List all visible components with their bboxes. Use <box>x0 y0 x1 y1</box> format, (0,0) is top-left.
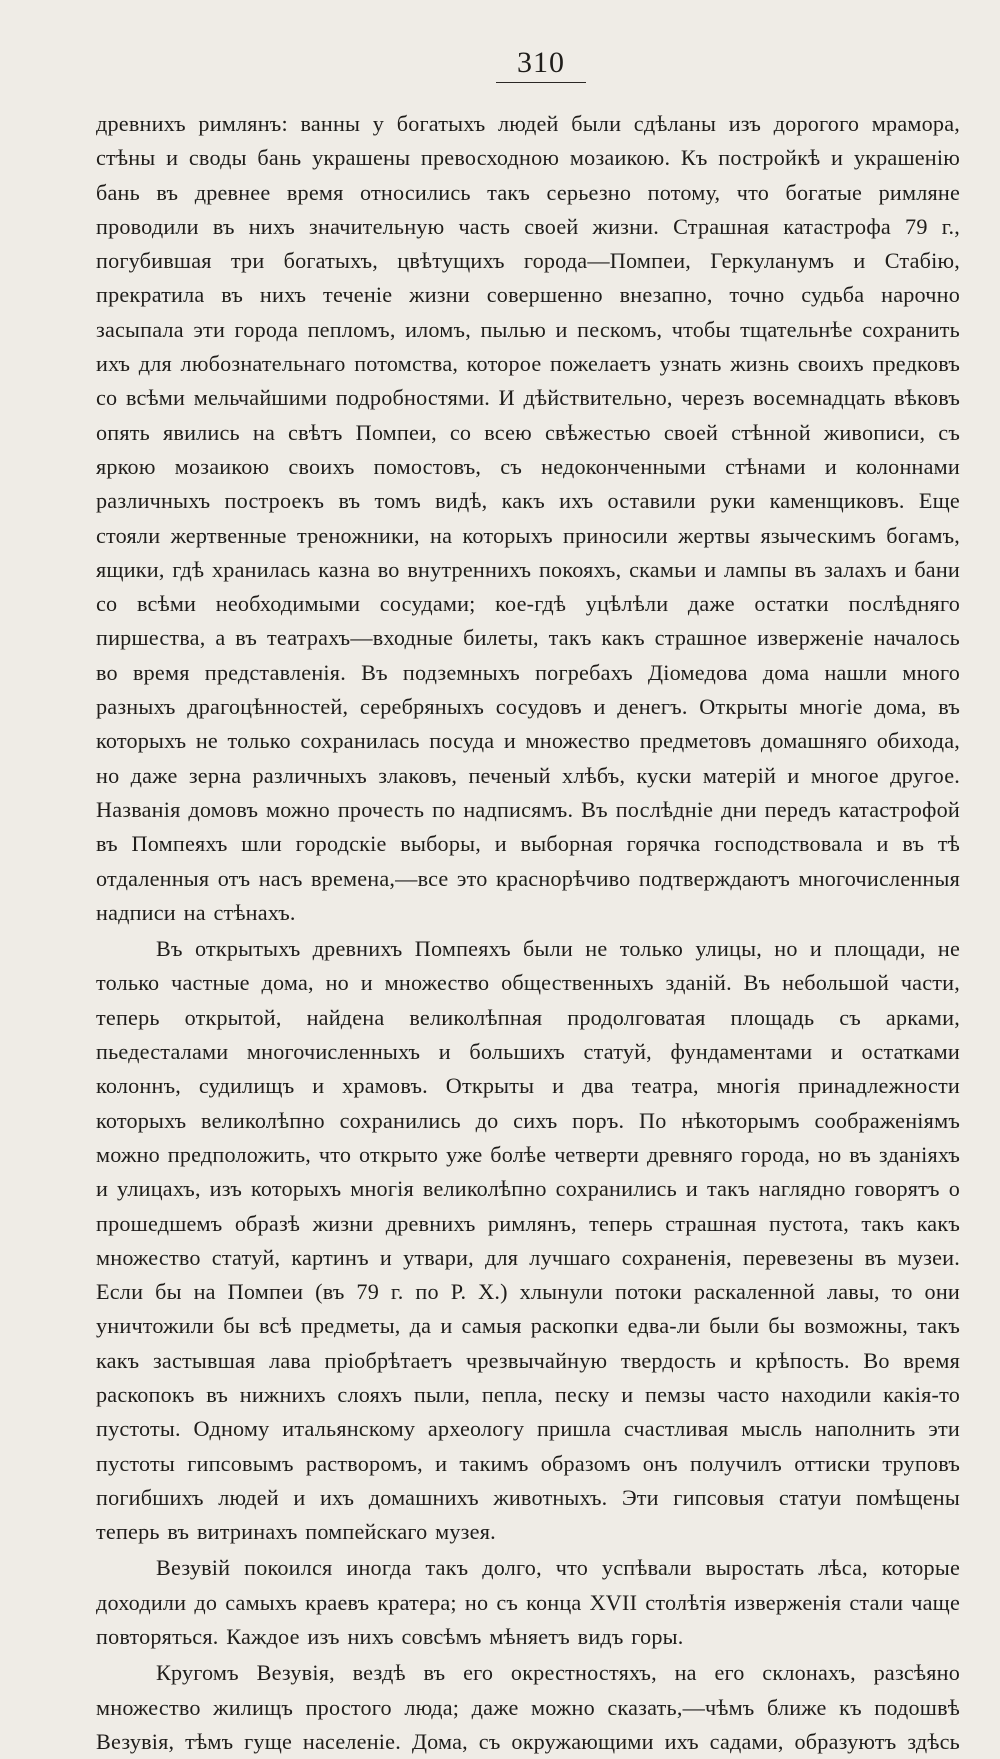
paragraph-pompeii-excavations: Въ открытыхъ древнихъ Помпеяхъ были не только улицы, но и площади, не только частные дома, но и множество общественныхъ зданій. Въ небольшой части, теперь открытой, найдена великолѣпная продолговатая площадь съ арками, пьедесталами многочисленныхъ и большихъ статуй, фундаментами и остатками колоннъ, судилищъ и храмовъ. Открыты и два театра, многія принадлежности которыхъ великолѣпно сохранились до сихъ поръ. По нѣкоторымъ соображеніямъ можно предположить, что открыто уже болѣе четверти древняго города, но въ зданіяхъ и улицахъ, изъ которыхъ многія великолѣпно сохранились и такъ наглядно говорятъ о прошедшемъ образѣ жизни древнихъ римлянъ, теперь страшная пустота, такъ какъ множество статуй, картинъ и утвари, для лучшаго сохраненія, перевезены въ музеи. Если бы на Помпеи (въ 79 г. по Р. Х.) хлынули потоки раскаленной лавы, то они уничтожили бы всѣ предметы, да и самыя раскопки едва-ли были бы возможны, такъ какъ застывшая лава пріобрѣтаетъ чрезвычайную твердость и крѣпость. Во время раскопокъ въ нижнихъ слояхъ пыли, пепла, песку и пемзы часто находили какія-то пустоты. Одному итальянскому археологу пришла счастливая мысль наполнить эти пустоты гипсовымъ растворомъ, и такимъ образомъ онъ получилъ оттиски труповъ погибшихъ людей и ихъ домашнихъ животныхъ. Эти гипсовыя статуи помѣщены теперь въ витринахъ помпейскаго музея. <box>96 936 960 1545</box>
paragraph-vesuvius-surroundings: Кругомъ Везувія, вездѣ въ его окрестностяхъ, на его склонахъ, разсѣяно множество жилищъ простого люда; даже можно сказать,—чѣмъ ближе къ подошвѣ Везувія, тѣмъ гуще населеніе. Дома, съ окружающими ихъ садами, образуютъ здѣсь <box>96 1660 960 1754</box>
paragraph-pompeii-baths: древнихъ римлянъ: ванны у богатыхъ людей были сдѣланы изъ дорогого мрамора, стѣны и своды бань украшены превосходною мозаикою. Къ постройкѣ и украшенію бань въ древнее время относились такъ серьезно потому, что богатые римляне проводили въ нихъ значительную часть своей жизни. Страшная катастрофа 79 г., погубившая три богатыхъ, цвѣтущихъ города—Помпеи, Геркуланумъ и Стабію, прекратила въ нихъ теченіе жизни совершенно внезапно, точно судьба нарочно засыпала эти города пепломъ, иломъ, пылью и пескомъ, чтобы тщательнѣе сохранить ихъ для любознательнаго потомства, которое пожелаетъ узнать жизнь своихъ предковъ со всѣми мельчайшими подробностями. И дѣйствительно, черезъ восемнадцать вѣковъ опять явились на свѣтъ Помпеи, со всею свѣжестью своей стѣнной живописи, съ яркою мозаикою своихъ помостовъ, съ недоконченными стѣнами и колоннами различныхъ построекъ въ томъ видѣ, какъ ихъ оставили руки каменщиковъ. Еще стояли жертвенные треножники, на которыхъ приносили жертвы языческимъ богамъ, ящики, гдѣ хранилась казна во внутреннихъ покояхъ, скамьи и лампы въ залахъ и бани со всѣми необходимыми сосудами; кое-гдѣ уцѣлѣли даже остатки послѣдняго пиршества, а въ театрахъ—входные билеты, такъ какъ страшное изверженіе началось во время представленія. Въ подземныхъ погребахъ Діомедова дома нашли много разныхъ драгоцѣнностей, серебряныхъ сосудовъ и денегъ. Открыты многіе дома, въ которыхъ не только сохранилась посуда и множество предметовъ домашняго обихода, но даже зерна различныхъ злаковъ, печеный хлѣбъ, куски матерій и многое другое. Названія домовъ можно прочесть по надписямъ. Въ послѣдніе дни передъ катастрофой въ Помпеяхъ шли городскіе выборы, и выборная горячка господствовала и въ тѣ отдаленныя отъ насъ времена,—все это краснорѣчиво подтверждаютъ многочисленныя надписи на стѣнахъ. <box>96 111 960 925</box>
paragraph-vesuvius-eruptions: Везувій покоился иногда такъ долго, что успѣвали выростать лѣса, которые доходили до самыхъ краевъ кратера; но съ конца XVII столѣтія изверженія стали чаще повторяться. Каждое изъ нихъ совсѣмъ мѣняетъ видъ горы. <box>96 1555 960 1650</box>
page-text <box>96 107 960 1759</box>
page-number: 310 <box>496 44 586 83</box>
